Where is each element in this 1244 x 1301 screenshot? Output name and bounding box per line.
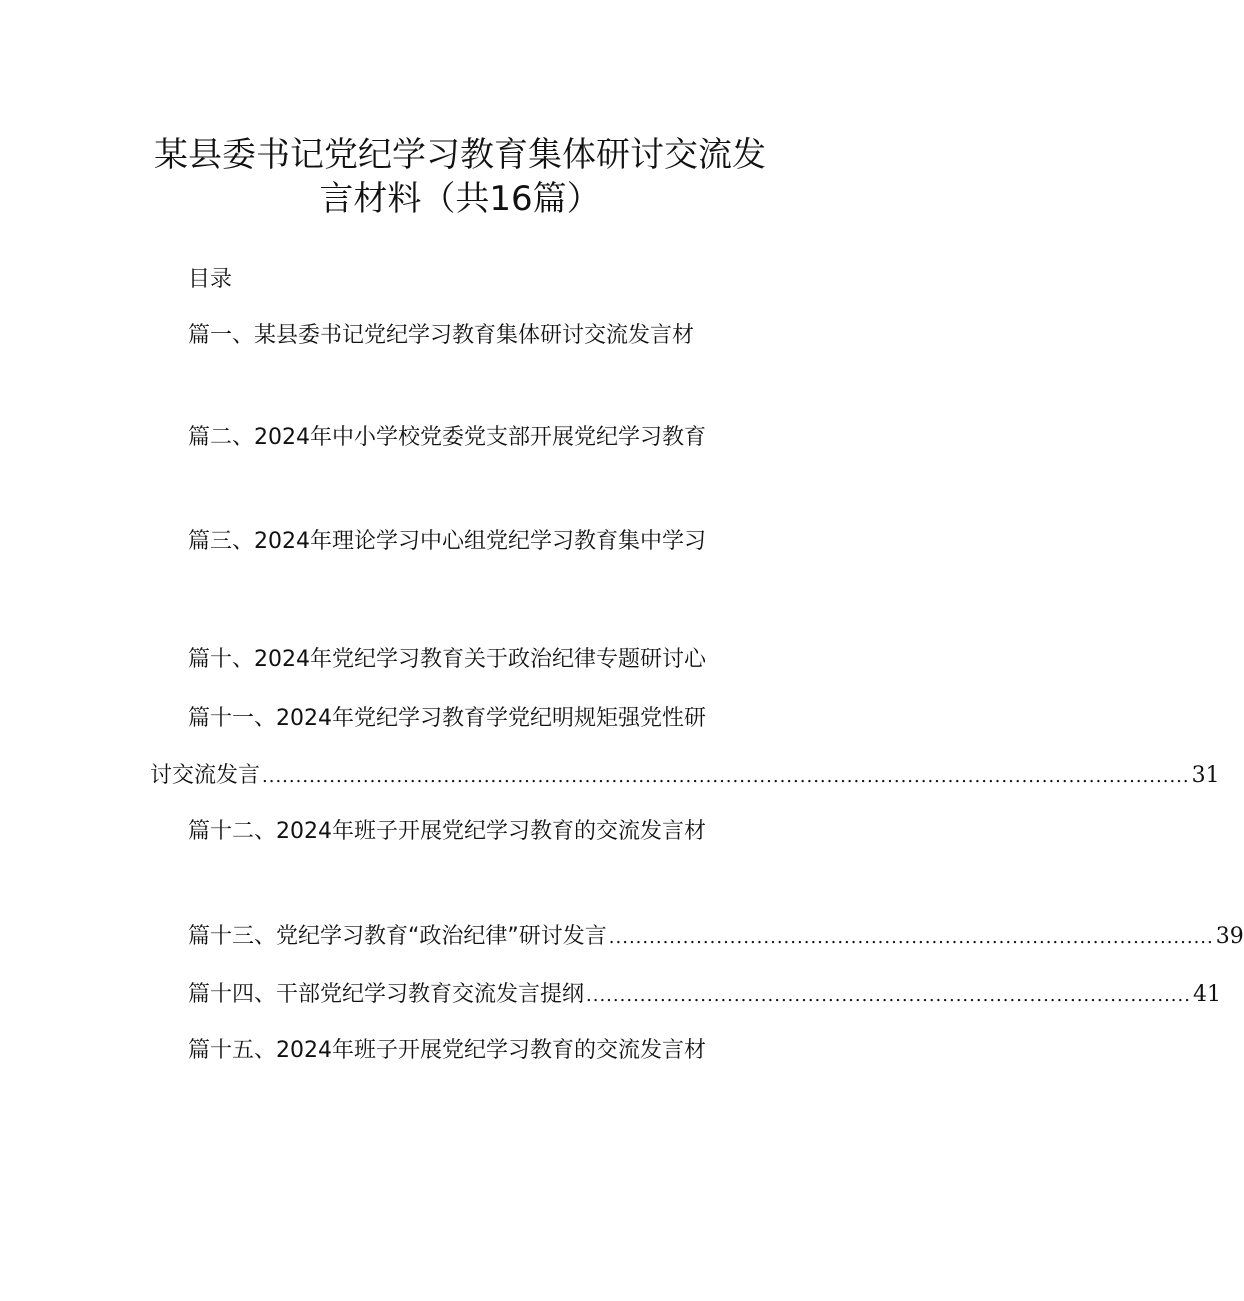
toc-entry-1[interactable]: 篇一、某县委书记党纪学习教育集体研讨交流发言材: [188, 323, 695, 348]
toc-entry-2[interactable]: 篇二、2024年中小学校党委党支部开展党纪学习教育: [188, 425, 706, 450]
document-title-line-2: 言材料（共16篇）: [319, 179, 601, 219]
leader-dots: ..........................................................................................: [586, 985, 1191, 1006]
toc-entry-3[interactable]: 篇三、2024年理论学习中心组党纪学习教育集中学习: [188, 529, 706, 554]
toc-entry-10[interactable]: 篇十、2024年党纪学习教育关于政治纪律专题研讨心: [188, 647, 706, 672]
toc-heading: 目录: [188, 267, 233, 292]
toc-entry-14-page-number: 41: [1192, 982, 1221, 1007]
toc-entry-14-text: 篇十四、干部党纪学习教育交流发言提纲: [188, 982, 585, 1007]
leader-dots: ..........................................................................................: [608, 927, 1214, 948]
leader-dots: ..........................................................................................................................................: [262, 766, 1190, 787]
toc-entry-14[interactable]: [188, 981, 1221, 1010]
toc-entry-11-text: 讨交流发言: [150, 763, 261, 788]
toc-entry-15[interactable]: 篇十五、2024年班子开展党纪学习教育的交流发言材: [188, 1038, 706, 1063]
toc-entry-13-page-number: 39: [1215, 924, 1244, 949]
toc-entry-13[interactable]: [188, 923, 1244, 952]
document-title-line-1: 某县委书记党纪学习教育集体研讨交流发: [154, 135, 766, 175]
toc-entry-12[interactable]: 篇十二、2024年班子开展党纪学习教育的交流发言材: [188, 819, 706, 844]
toc-entry-11-continuation[interactable]: [150, 762, 1220, 791]
toc-entry-11-page-number: 31: [1191, 763, 1220, 788]
toc-entry-13-text: 篇十三、党纪学习教育“政治纪律”研讨发言: [188, 924, 607, 949]
toc-entry-11[interactable]: 篇十一、2024年党纪学习教育学党纪明规矩强党性研: [188, 706, 706, 731]
